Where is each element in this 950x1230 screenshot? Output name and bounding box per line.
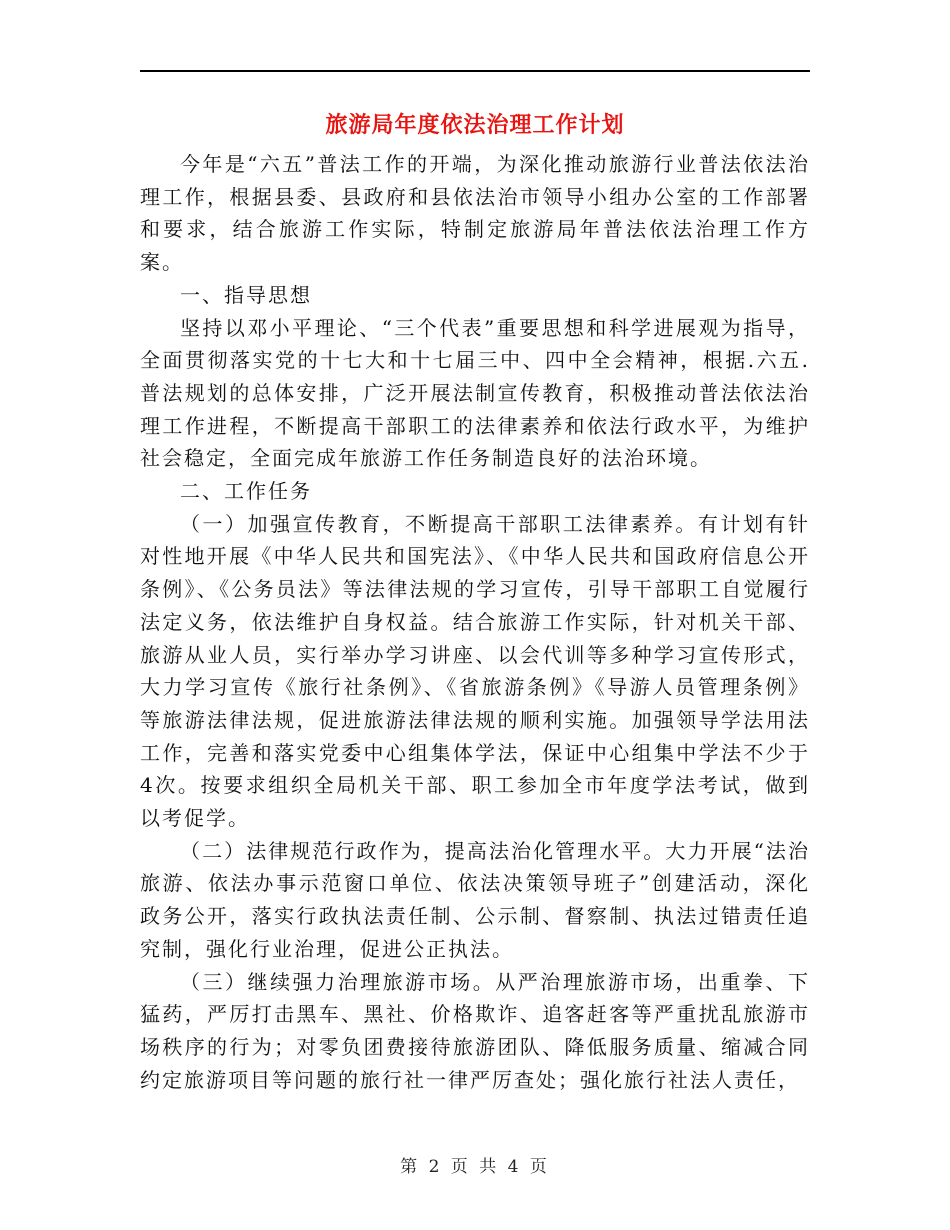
paragraph-guiding-thought: 坚持以邓小平理论、“三个代表”重要思想和科学进展观为指导，全面贯彻落实党的十七大和十七届三中、四中全会精神，根据.六五.普法规划的总体安排，广泛开展法制宣传教育，积极推动普法依法治理工作进程，不断提高干部职工的法律素养和依法行政水平，为维护社会稳定，全面完成年旅游工作任务制造良好的法治环境。 (140, 315, 810, 471)
header-rule (140, 70, 810, 72)
page-footer: 第 2 页 共 4 页 (400, 1157, 550, 1177)
paragraph-task-1: （一）加强宣传教育，不断提高干部职工法律素养。有计划有针对性地开展《中华人民共和国宪法》、《中华人民共和国政府信息公开条例》、《公务员法》等法律法规的学习宣传，引导干部职工自觉履行法定义务，依法维护自身权益。结合旅游工作实际，针对机关干部、旅游从业人员，实行举办学习讲座、以会代训等多种学习宣传形式，大力学习宣传《旅行社条例》、《省旅游条例》《导游人员管理条例》等旅游法律法规，促进旅游法律法规的顺利实施。加强领导学法用法工作，完善和落实党委中心组集体学法，保证中心组集中学法不少于4次。按要求组织全局机关干部、职工参加全市年度学法考试，做到以考促学。 (140, 511, 810, 831)
paragraph-task-3: （三）继续强力治理旅游市场。从严治理旅游市场，出重拳、下猛药，严厉打击黑车、黑社、价格欺诈、追客赶客等严重扰乱旅游市场秩序的行为；对零负团费接待旅游团队、降低服务质量、缩减合同约定旅游项目等问题的旅行社一律严厉查处；强化旅行社法人责任， (140, 969, 810, 1092)
section-heading-guiding-thought: 一、指导思想 (180, 282, 312, 307)
document-title: 旅游局年度依法治理工作计划 (325, 112, 625, 138)
paragraph-task-2: （二）法律规范行政作为，提高法治化管理水平。大力开展“法治旅游、依法办事示范窗口单位、依法决策领导班子”创建活动，深化政务公开，落实行政执法责任制、公示制、督察制、执法过错责任追究制，强化行业治理，促进公正执法。 (140, 838, 810, 961)
section-heading-work-tasks: 二、工作任务 (180, 479, 312, 504)
paragraph-intro: 今年是“六五”普法工作的开端，为深化推动旅游行业普法依法治理工作，根据县委、县政府和县依法治市领导小组办公室的工作部署和要求，结合旅游工作实际，特制定旅游局年普法依法治理工作方案。 (140, 152, 810, 275)
document-body (140, 148, 810, 1096)
